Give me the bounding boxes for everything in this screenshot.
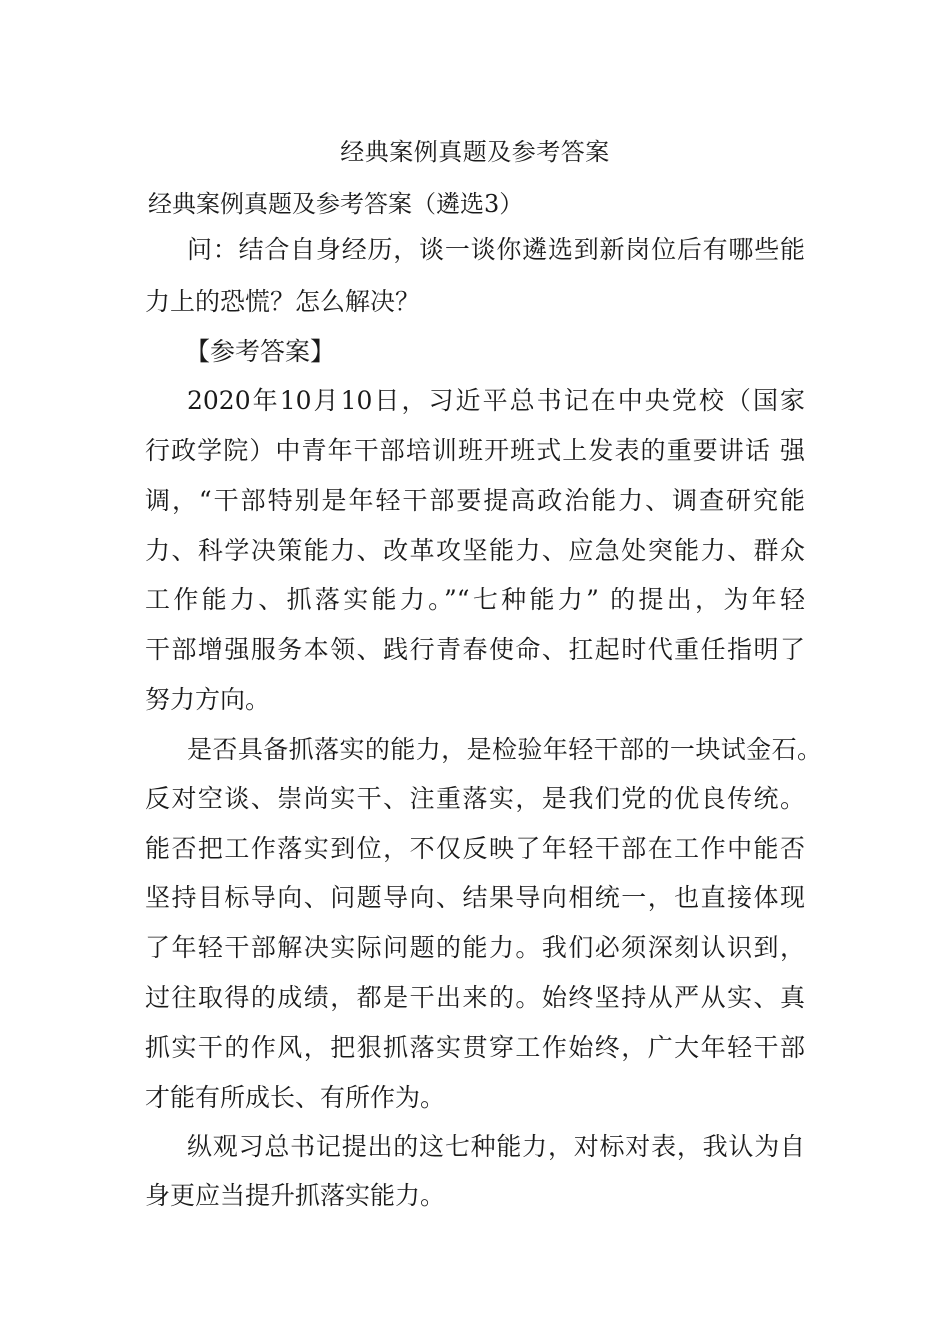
- paragraph-line: 纵观习总书记提出的这七种能力，对标对表，我认为自: [187, 1132, 805, 1161]
- paragraph-line: 才能有所成长、有所作为。: [145, 1083, 446, 1112]
- paragraph-line: 调，“干部特别是年轻干部要提高政治能力、调查研究能: [145, 486, 805, 515]
- paragraph-line: 了年轻干部解决实际问题的能力。我们必须深刻认识到，: [145, 933, 805, 962]
- answer-heading: 【参考答案】: [185, 337, 336, 366]
- paragraph-line: 过往取得的成绩，都是干出来的。始终坚持从严从实、真: [145, 983, 805, 1012]
- question-line: 问：结合自身经历，谈一谈你遴选到新岗位后有哪些能: [187, 235, 805, 264]
- paragraph-line: 2020年10月10日，习近平总书记在中央党校（国家: [187, 386, 805, 415]
- question-line: 力上的恐慌？怎么解决？: [145, 287, 421, 316]
- document-subtitle: 经典案例真题及参考答案（遴选3）: [148, 190, 524, 218]
- paragraph-line: 能否把工作落实到位，不仅反映了年轻干部在工作中能否: [145, 834, 805, 863]
- paragraph-line: 行政学院）中青年干部培训班开班式上发表的重要讲话 强: [145, 436, 805, 465]
- document-title: 经典案例真题及参考答案: [340, 138, 610, 166]
- paragraph-line: 干部增强服务本领、践行青春使命、扛起时代重任指明了: [145, 635, 805, 664]
- paragraph-line: 反对空谈、崇尚实干、注重落实，是我们党的优良传统。: [145, 784, 805, 813]
- paragraph-line: 坚持目标导向、问题导向、结果导向相统一，也直接体现: [145, 883, 805, 912]
- paragraph-line: 是否具备抓落实的能力，是检验年轻干部的一块试金石。: [187, 735, 822, 764]
- paragraph-line: 抓实干的作风，把狠抓落实贯穿工作始终，广大年轻干部: [145, 1033, 805, 1062]
- paragraph-line: 工作能力、抓落实能力。”“七种能力” 的提出，为年轻: [145, 585, 805, 614]
- paragraph-line: 力、科学决策能力、改革攻坚能力、应急处突能力、群众: [145, 536, 805, 565]
- paragraph-line: 身更应当提升抓落实能力。: [145, 1181, 446, 1210]
- paragraph-line: 努力方向。: [145, 685, 271, 714]
